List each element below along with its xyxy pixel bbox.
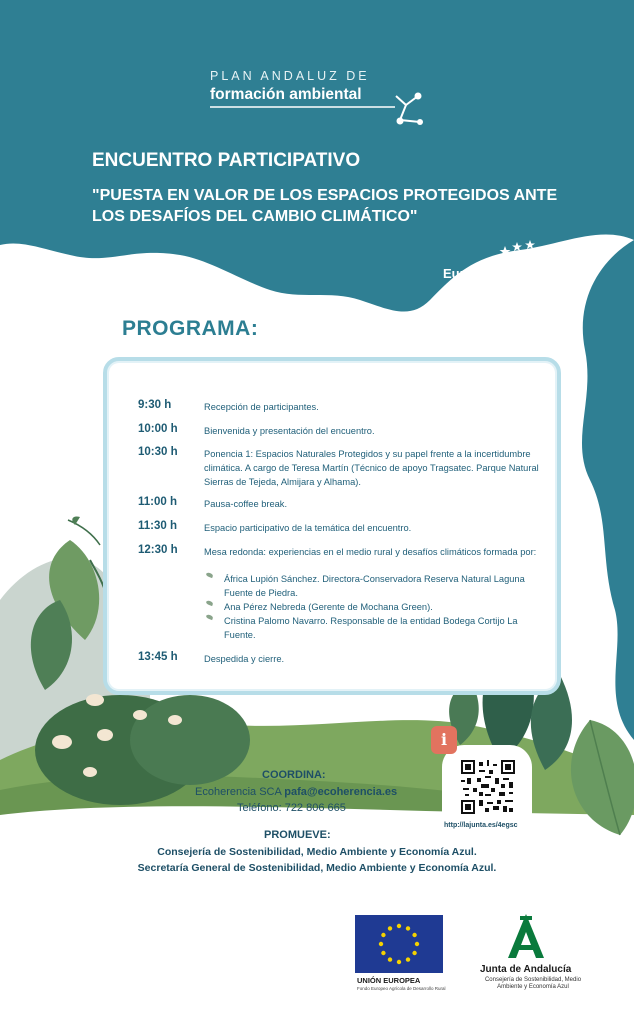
schedule-time: 12:30 h bbox=[138, 544, 178, 556]
schedule-time: 11:30 h bbox=[138, 520, 177, 532]
eu-star-icon bbox=[397, 924, 401, 928]
info-icon: i bbox=[431, 726, 457, 754]
panelist-text: África Lupión Sánchez. Directora-Conservadora Reserva Natural Laguna Fuente de Piedra. bbox=[224, 574, 525, 598]
coordina-phone: Teléfono: 722 806 665 bbox=[237, 802, 346, 814]
promueve-heading: PROMUEVE: bbox=[264, 829, 331, 841]
schedule-desc: Mesa redonda: experiencias en el medio rural y desafíos climáticos formada por: bbox=[204, 547, 537, 557]
eu-flag-icon bbox=[355, 915, 443, 973]
europa-word: Europa bbox=[443, 266, 488, 281]
qr-url[interactable]: http://lajunta.es/4egsc bbox=[444, 822, 518, 829]
eu-star-icon bbox=[406, 957, 410, 961]
eu-star-icon bbox=[397, 960, 401, 964]
eu-logo-sub: Fondo Europeo Agrícola de Desarrollo Rural bbox=[357, 986, 446, 991]
programa-heading: PROGRAMA: bbox=[122, 317, 259, 340]
panelist-text: Cristina Palomo Navarro. Responsable de la entidad Bodega Cortijo La Fuente. bbox=[224, 616, 518, 640]
brand-line1: PLAN ANDALUZ DE bbox=[210, 69, 370, 83]
qr-code[interactable] bbox=[461, 760, 515, 814]
eu-logo-label: UNIÓN EUROPEA bbox=[357, 976, 421, 985]
schedule-desc: Despedida y cierre. bbox=[204, 654, 285, 664]
schedule-time: 11:00 h bbox=[138, 496, 177, 508]
coordina-heading: COORDINA: bbox=[262, 769, 326, 781]
schedule-time: 10:00 h bbox=[138, 423, 178, 435]
brand-line2: formación ambiental bbox=[210, 86, 362, 103]
eu-star-icon bbox=[388, 926, 392, 930]
page-subtitle: "PUESTA EN VALOR DE LOS ESPACIOS PROTEGIDOS ANTE LOS DESAFÍOS DEL CAMBIO CLIMÁTICO" bbox=[92, 187, 558, 225]
panelist-item bbox=[216, 614, 536, 642]
junta-sub: Consejería de Sostenibilidad, Medio Ambiente y Economía Azul bbox=[484, 977, 582, 990]
panelist-item bbox=[216, 600, 536, 614]
junta-logo-icon bbox=[504, 912, 548, 960]
coordina-email[interactable]: pafa@ecoherencia.es bbox=[284, 786, 398, 798]
schedule-time: 13:45 h bbox=[138, 651, 178, 663]
schedule-desc: Recepción de participantes. bbox=[204, 402, 319, 412]
junta-label: Junta de Andalucía bbox=[480, 964, 572, 975]
promueve-line1: Consejería de Sostenibilidad, Medio Ambiente y Economía Azul. bbox=[157, 846, 477, 858]
eu-star-icon bbox=[381, 933, 385, 937]
promueve-line2: Secretaría General de Sostenibilidad, Medio Ambiente y Economía Azul. bbox=[137, 862, 497, 874]
eu-star-icon bbox=[379, 942, 383, 946]
schedule-desc: Pausa-coffee break. bbox=[204, 499, 288, 509]
panelist-item bbox=[216, 572, 536, 600]
eu-star-icon bbox=[415, 942, 419, 946]
schedule-time: 9:30 h bbox=[138, 399, 172, 411]
schedule-time: 10:30 h bbox=[138, 446, 178, 458]
schedule-desc: Ponencia 1: Espacios Naturales Protegidos y su papel frente a la incertidumbre climática. A cargo de Teresa Martín (Técnico de apoyo Tragsatec. Parque Natural Sierras de Tejeda, Almijara y Alhama). bbox=[204, 449, 539, 487]
eu-star-icon bbox=[406, 926, 410, 930]
eu-star-icon bbox=[381, 951, 385, 955]
page-title: ENCUENTRO PARTICIPATIVO bbox=[92, 150, 361, 171]
schedule-desc: Bienvenida y presentación del encuentro. bbox=[204, 426, 375, 436]
panelist-text: Ana Pérez Nebreda (Gerente de Mochana Green). bbox=[224, 602, 433, 612]
coordina-org: Ecoherencia SCA bbox=[195, 786, 282, 798]
eu-star-icon bbox=[412, 951, 416, 955]
europa-stars-icon bbox=[495, 238, 555, 278]
schedule-desc: Espacio participativo de la temática del encuentro. bbox=[204, 523, 412, 533]
coordina-contact bbox=[195, 786, 397, 798]
eu-star-icon bbox=[412, 933, 416, 937]
eu-star-icon bbox=[388, 957, 392, 961]
europa-tagline: invierte en las zonas rurales bbox=[443, 284, 562, 295]
